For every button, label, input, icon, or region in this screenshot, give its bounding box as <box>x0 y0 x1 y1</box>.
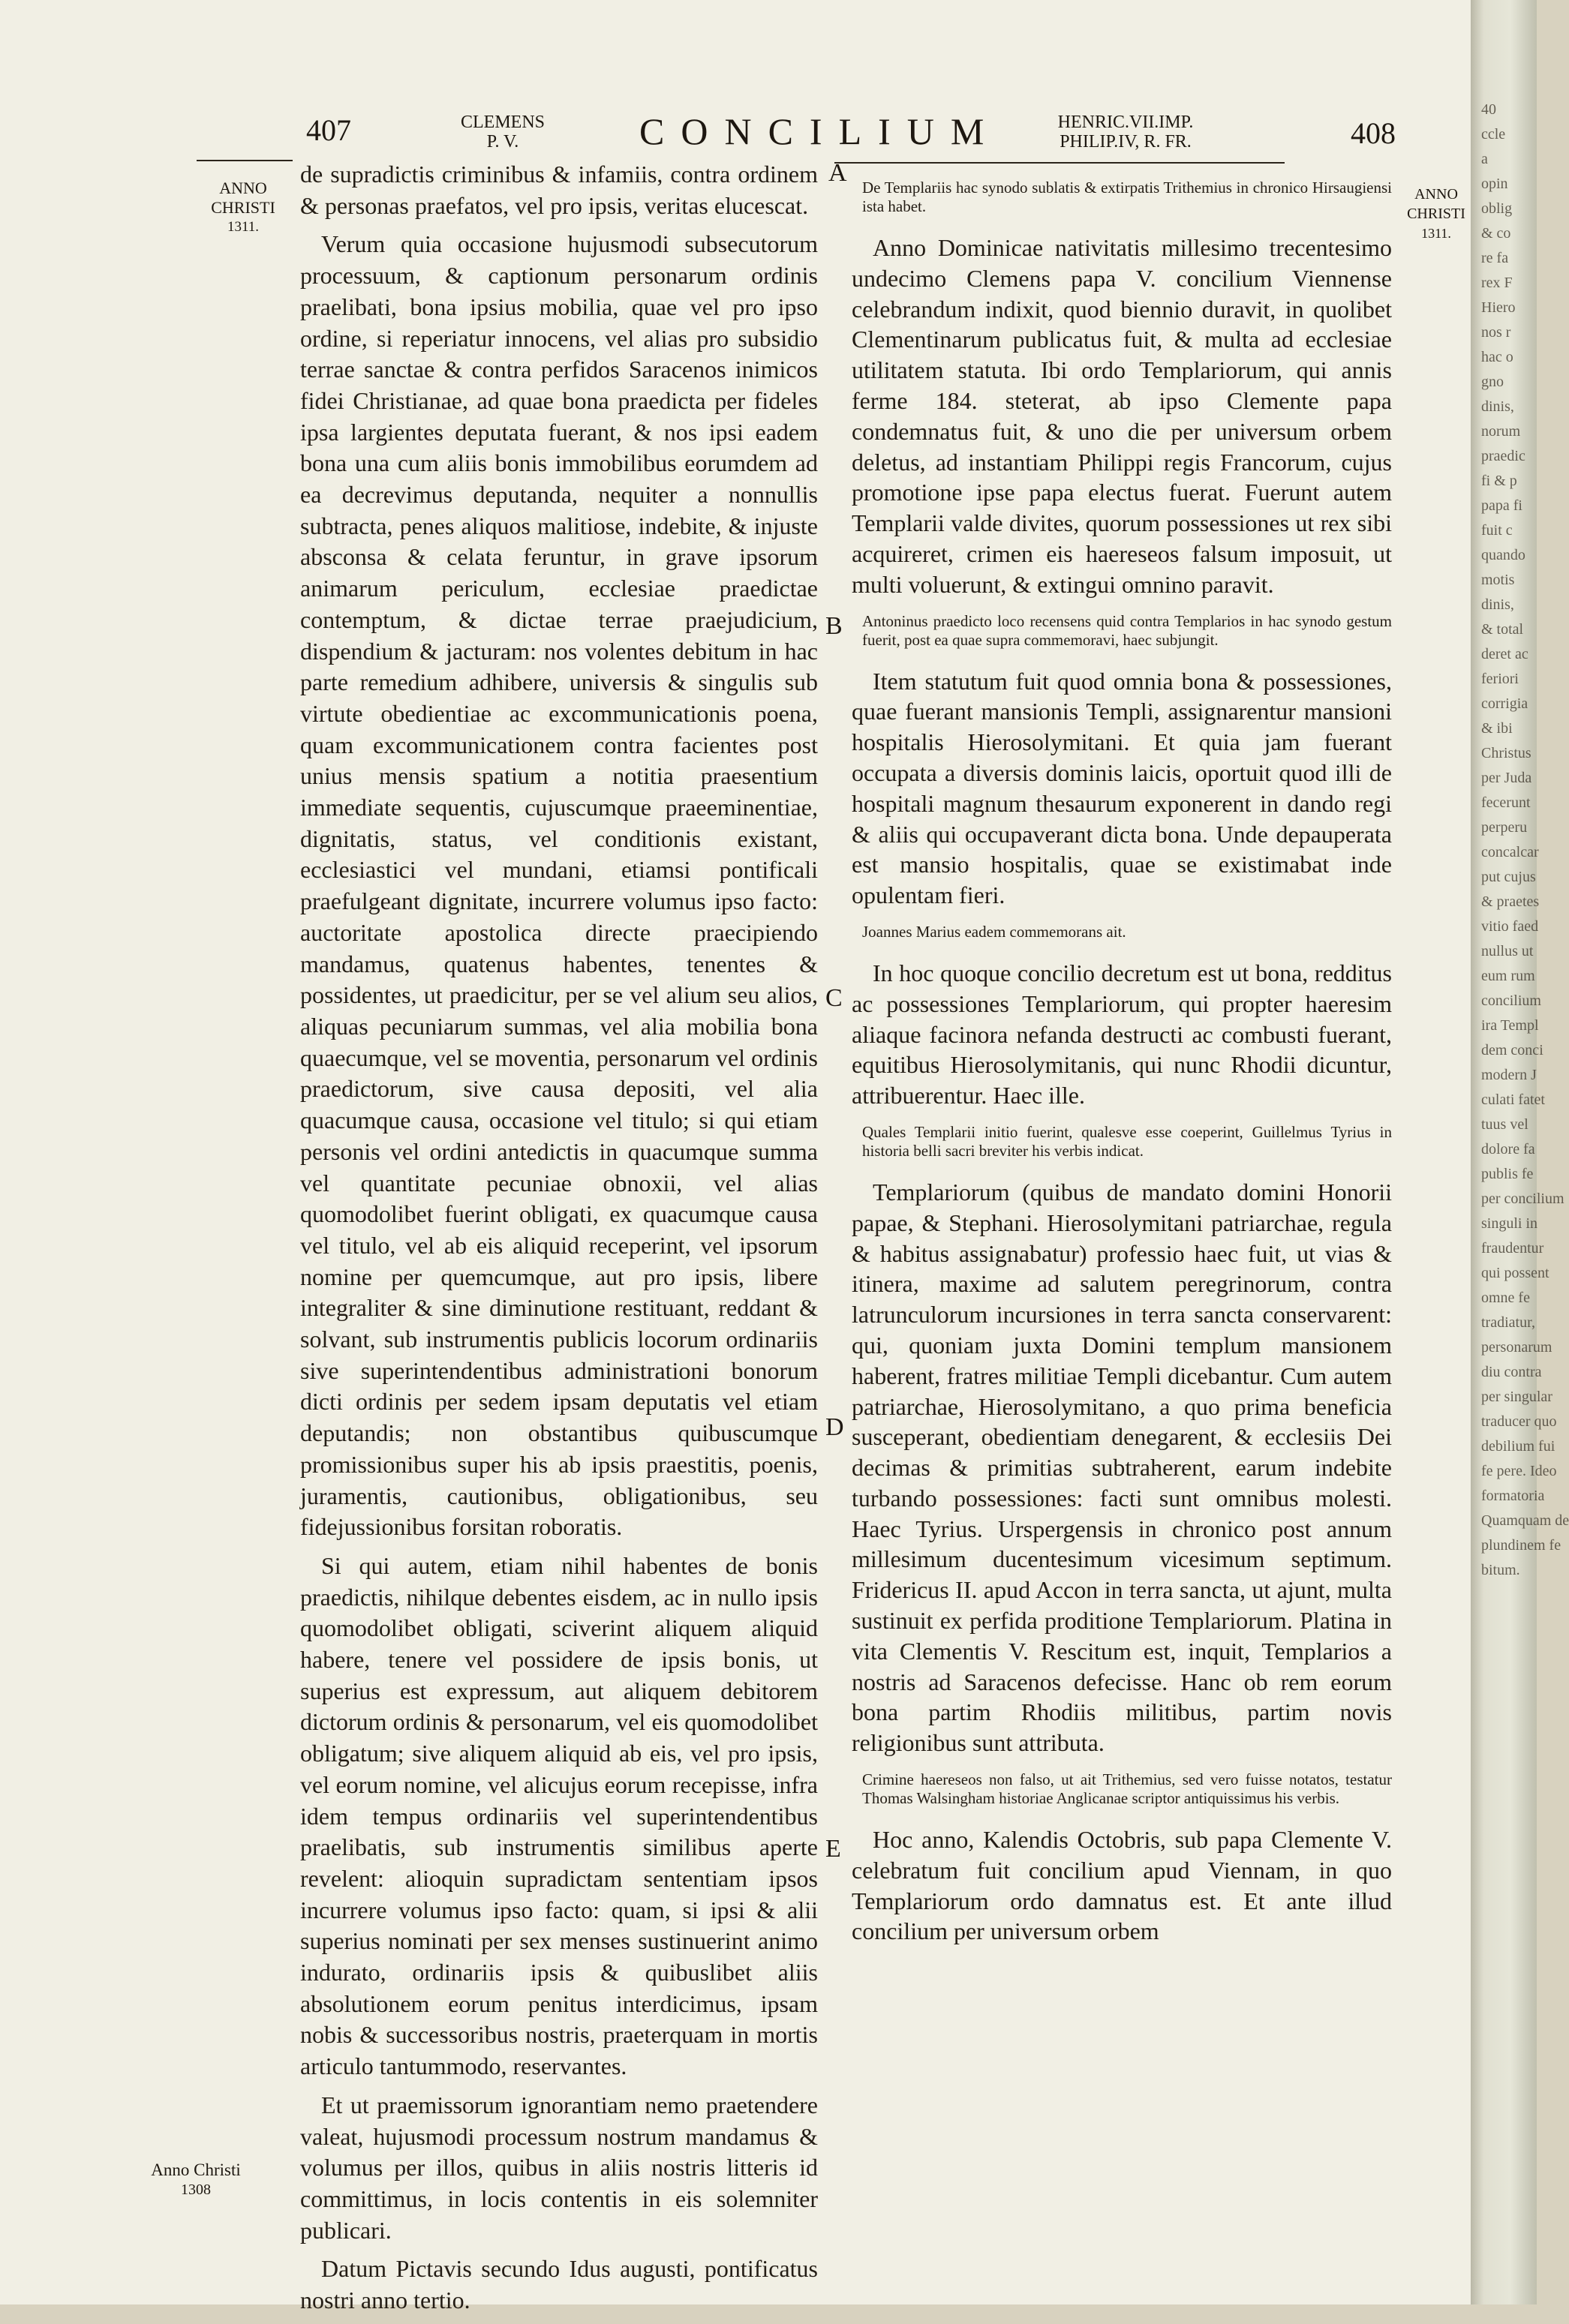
header-left-subtitle <box>450 113 555 152</box>
adjacent-page-fragment: fecerunt <box>1481 794 1531 811</box>
adjacent-page-fragment: publis fe <box>1481 1166 1534 1182</box>
adjacent-page-fragment: qui possent <box>1481 1265 1549 1281</box>
adjacent-page-fragment: plundinem fe <box>1481 1537 1561 1554</box>
margin-note-line: ANNO <box>219 179 267 197</box>
adjacent-page-fragment: 40 <box>1481 101 1496 118</box>
adjacent-page-fragment: debilium fui <box>1481 1438 1555 1455</box>
adjacent-page-fragment: singuli in <box>1481 1215 1538 1232</box>
adjacent-page-fragment: concalcar <box>1481 844 1539 860</box>
adjacent-page-fragment: & total <box>1481 621 1524 638</box>
adjacent-page-fragment: deret ac <box>1481 646 1528 662</box>
adjacent-page-fragment: traducer quo <box>1481 1413 1557 1430</box>
right-paragraph-1: Anno Dominicae nativitatis millesimo trecentesimo undecimo Clemens papa V. concilium Viennense celebrandum indixit, quod biennio duravit, in quolibet Clementinarum publicatus fuit, & multa ad ecclesiae utilitatem statuta. Ibi ordo Templariorum, qui annis ferme 184. steterat, ab ipso Clemente papa condemnatus fuit, & uno die per universum orbem deletus, ad instantiam Philippi regis Francorum, cujus promotione ipse papa electus fuerat. Fuerunt autem Templarii valde divites, quorum possessiones ut rex sibi acquireret, crimen eis haereseos falsum imposuit, ut multi voluerunt, & extingui omnino paravit. <box>852 234 1392 598</box>
adjacent-page-fragment: norum <box>1481 423 1521 440</box>
header-rule-right <box>834 162 1285 164</box>
adjacent-page-fragment: dolore fa <box>1481 1141 1535 1157</box>
adjacent-page-fragment: feriori <box>1481 671 1519 687</box>
header-right-sub-bottom: PHILIP.IV, R. FR. <box>1060 132 1192 152</box>
right-note-5: Crimine haereseos non falso, ut ait Trithemius, sed vero fuisse notatos, testatur Thomas Walsingham historiae Anglicanae scriptor antiquissimus his verbis. <box>862 1770 1392 1808</box>
adjacent-page-fragment: bitum. <box>1481 1562 1520 1578</box>
margin-note-anno-left <box>194 179 293 237</box>
adjacent-page-fragment: opin <box>1481 176 1508 192</box>
adjacent-page-fragment: & ibi <box>1481 720 1513 737</box>
adjacent-page-fragment: omne fe <box>1481 1290 1530 1306</box>
adjacent-page-fragment: papa fi <box>1481 497 1522 514</box>
page-number-left: 407 <box>306 113 351 147</box>
adjacent-page-fragment: & praetes <box>1481 893 1540 910</box>
margin-note-line: ANNO <box>1414 186 1458 203</box>
adjacent-page-fragment: fraudentur <box>1481 1240 1544 1257</box>
adjacent-page-fragment: fe pere. Ideo <box>1481 1463 1557 1479</box>
right-paragraph-5: Hoc anno, Kalendis Octobris, sub papa Clemente V. celebratum fuit concilium apud Viennam, in quo Templariorum ordo damnatus est. Et ante illud concilium per universum orbem <box>852 1826 1392 1945</box>
margin-note-anno-bottom <box>132 2160 260 2199</box>
adjacent-page-fragment: re fa <box>1481 250 1509 266</box>
adjacent-page-fragment: eum rum <box>1481 968 1535 984</box>
margin-note-line: CHRISTI <box>211 198 275 217</box>
adjacent-page-edge <box>1471 0 1569 2304</box>
right-note-3: Joannes Marius eadem commemorans ait. <box>862 922 1126 941</box>
header-rule-left <box>197 160 293 161</box>
margin-note-anno-right <box>1402 185 1471 243</box>
section-marker-c: C <box>825 984 843 1012</box>
adjacent-page-fragment: formatoria <box>1481 1488 1545 1504</box>
left-column <box>300 159 818 2324</box>
adjacent-page-fragment: nos r <box>1481 324 1511 341</box>
margin-note-line: Anno Christi <box>151 2160 241 2179</box>
header-right-subtitle <box>1035 113 1216 152</box>
adjacent-page-fragment: rex F <box>1481 275 1513 291</box>
section-marker-b: B <box>825 612 843 640</box>
left-paragraph-3: Si qui autem, etiam nihil habentes de bonis praedictis, nihilque debentes eisdem, ac in nullo ipsis quomodolibet obligati, sciverint aliquem aliquid habere, tenere vel possidere de ipsis bonis, ut superius est expressum, aut aliquem debitorem dictorum ordinis & personarum, vel eis quomodolibet obligatum; sive aliquem aliquid ab eis, vel pro ipsis, vel eorum nomine, vel alicujus eorum recepisse, infra idem tempus ordinariis vel superintendentibus praelibatis, sub instrumentis similibus aperte revelent: alioquin supradictam sententiam ipsos incurrere volumus ipso facto: quam, si ipsi & alii superius nominati per sex menses sustinuerint animo indurato, ordinariis ipsis & quibuslibet aliis absolutionem eorum penitus interdicimus, ipsam nobis & successoribus nostris, praeterquam in mortis articulo tantummodo, reservantes. <box>300 1551 818 2080</box>
left-paragraph-1: de supradictis criminibus & infamiis, contra ordinem & personas praefatos, vel pro ipsis, veritas elucescat. <box>300 161 818 219</box>
right-note-2: Antoninus praedicto loco recensens quid contra Templarios in hac synodo gestum fuerit, post ea quae supra commemoravi, haec subjungit. <box>862 611 1392 649</box>
section-marker-d: D <box>825 1413 844 1441</box>
left-paragraph-4: Et ut praemissorum ignorantiam nemo praetendere valeat, hujusmodi processum nostrum mandamus & volumus per illos, quibus in aliis nostris litteris id committimus, in locis contentis in eis solemniter publicari. <box>300 2091 818 2244</box>
adjacent-page-fragment: personarum <box>1481 1339 1552 1356</box>
margin-note-line: CHRISTI <box>1407 206 1465 222</box>
adjacent-page-fragment: per concilium <box>1481 1191 1564 1207</box>
adjacent-page-fragment: tuus vel <box>1481 1116 1528 1133</box>
adjacent-page-fragment: put cujus <box>1481 869 1536 885</box>
adjacent-page-fragment: dinis, <box>1481 596 1514 613</box>
adjacent-page-fragment: praedic <box>1481 448 1525 464</box>
adjacent-page-fragment: nullus ut <box>1481 943 1534 959</box>
right-column <box>852 179 1392 1956</box>
right-note-4: Quales Templarii initio fuerint, qualesve esse coeperint, Guillelmus Tyrius in historia belli sacri breviter his verbis indicat. <box>862 1122 1392 1160</box>
adjacent-page-fragment: per Juda <box>1481 770 1532 786</box>
adjacent-page-fragment: & co <box>1481 225 1511 242</box>
adjacent-page-fragment: vitio faed <box>1481 918 1539 935</box>
adjacent-page-fragment: dem conci <box>1481 1042 1543 1058</box>
adjacent-page-fragment: Christus <box>1481 745 1531 761</box>
adjacent-page-fragment: fuit c <box>1481 522 1513 539</box>
margin-note-line: 1308 <box>181 2181 211 2198</box>
section-marker-a: A <box>828 159 847 187</box>
adjacent-page-fragment: diu contra <box>1481 1364 1542 1380</box>
section-marker-e: E <box>825 1835 841 1863</box>
header-right-sub-top: HENRIC.VII.IMP. <box>1057 113 1194 132</box>
header-left-sub-top: CLEMENS <box>460 113 545 132</box>
margin-note-line: 1311. <box>1421 226 1451 241</box>
adjacent-page-fragment: Quamquam de <box>1481 1512 1569 1529</box>
adjacent-page-fragment: corrigia <box>1481 695 1528 712</box>
right-paragraph-4: Templariorum (quibus de mandato domini Honorii papae, & Stephani. Hierosolymitani patriarchae, regula & habitus assignabatur) professio haec fuit, ut vias & itinera, maxime ad salutem peregrinorum, contra latrunculorum incursiones in terra sancta conservarent: qui, quoniam juxta Domini templum mansionem haberent, fratres militiae Templi dicebantur. Cum autem patriarchae, Hierosolymitano, a quo prima beneficia susceperant, obedientiam denegarent, & ecclesiis Dei decimas & primitias subtraherent, earum indebite turbando possessiones: facti sunt omnibus molesti. Haec Tyrius. Urspergensis in chronico post annum millesimum ducentesimum vicesimum septimum. Fridericus II. apud Accon in terra sancta, ut ajunt, multa sustinuit ex perfida proditione Templariorum. Platina in vita Clementis V. Rescitum est, inquit, Templarios a nostris ad Saracenos defecisse. Hanc ob rem eorum bona partim Rhodiis militibus, partim novis religionibus sunt attributa. <box>852 1178 1392 1757</box>
page-title: CONCILIUM <box>639 110 1001 152</box>
adjacent-page-text <box>1481 98 1569 1583</box>
adjacent-page-fragment: dinis, <box>1481 398 1514 415</box>
adjacent-page-fragment: ira Templ <box>1481 1017 1539 1034</box>
adjacent-page-fragment: motis <box>1481 572 1515 588</box>
adjacent-page-fragment: concilium <box>1481 992 1541 1009</box>
adjacent-page-fragment: Hiero <box>1481 299 1516 316</box>
adjacent-page-fragment: oblig <box>1481 200 1513 217</box>
adjacent-page-fragment: gno <box>1481 374 1504 390</box>
adjacent-page-fragment: quando <box>1481 547 1525 563</box>
left-paragraph-5: Datum Pictavis secundo Idus augusti, pontificatus nostri anno tertio. <box>300 2255 818 2314</box>
adjacent-page-fragment: a <box>1481 151 1488 167</box>
adjacent-page-fragment: fi & p <box>1481 473 1517 489</box>
adjacent-page-fragment: per singular <box>1481 1389 1552 1405</box>
right-note-1: De Templariis hac synodo sublatis & extirpatis Trithemius in chronico Hirsaugiensi ista habet. <box>862 179 1392 215</box>
adjacent-page-fragment: modern J <box>1481 1067 1537 1083</box>
page-number-right: 408 <box>1351 116 1396 150</box>
left-paragraph-2: Verum quia occasione hujusmodi subsecutorum processuum, & captionum personarum ordinis praelibati, bona ipsius mobilia, quae vel pro ipso ordine, si reperiatur innocens, vel alias pro subsidio terrae sanctae & contra perfidos Saracenos inimicos fidei Christianae, ad quae bona praedicta per fideles ipsa largientes deputata fuerant, & nos ipsi eadem bona una cum aliis bonis immobilibus eorumdem ad ea decrevimus deputanda, nequiter a nonnullis subtracta, penes aliquos malitiose, indebite, & injuste absconsa & celata feruntur, in grave ipsorum animarum periculum, ecclesiae praedictae contemptum, & dictae terrae praejudicium, dispendium & jacturam: nos volentes debitum in hac parte remedium adhibere, universis & singulis sub virtute obedientiae ac excommunicationis poena, quam excommunicationem contra facientes post unius mensis spatium a notitia praesentium immediate sequentis, cujuscumque praeeminentiae, dignitatis, status, vel conditionis existant, ecclesiastici vel mundani, etiamsi pontificali praefulgeant dignitate, incurrere volumus ipso facto: auctoritate apostolica directe praecipiendo mandamus, quatenus habentes, tenentes & possidentes, ut praedicitur, per se vel alium seu alios, aliquas pecuniarum summas, vel alia mobilia bona quaecumque, vel se moventia, personarum vel ordinis praedictorum, sive causa depositi, vel alia quacumque causa, occasione vel titulo; si qui etiam personis vel ordini antedictis in quacumque summa vel quantitate pecuniae obnoxii, vel alias quomodolibet fuerint obligati, ex quacumque causa vel titulo, vel ab eis aliquid receperint, vel ipsorum nomine per quemcumque, aut pro ipsis, libere integraliter & sine diminutione restituant, reddant & solvant, sub instrumentis publicis locorum ordinariis sive superintendentibus administrationi bonorum dicti ordinis per sedem ipsam deputatis vel etiam deputandis; non obstantibus quibuscumque promissionibus super his ab ipsis praestitis, poenis, juramentis, cautionibus, obligationibus, seu fidejussionibus forsitan roboratis. <box>300 230 818 1541</box>
adjacent-page-fragment: tradiatur, <box>1481 1314 1535 1331</box>
header-left-sub-bottom: P. V. <box>486 132 519 152</box>
right-paragraph-2: Item statutum fuit quod omnia bona & possessiones, quae fuerant mansionis Templi, assignarentur mansioni hospitalis Hierosolymitani. Et quia jam fuerant occupata a diversis dominis laicis, oportuit quod illi de hospitali magnum thesaurum exponerent in dando regi & aliis qui occupaverant dicta bona. Unde depauperata est mansio hospitalis, quae se existimabat inde opulentam fieri. <box>852 667 1392 909</box>
right-paragraph-3: In hoc quoque concilio decretum est ut bona, redditus ac possessiones Templariorum, qui propter haeresim aliaque facinora nefanda destructi ac combusti fuerant, equitibus Hierosolymitanis, qui nunc Rhodii dicuntur, attribuerentur. Haec ille. <box>852 959 1392 1109</box>
adjacent-page-fragment: culati fatet <box>1481 1091 1545 1108</box>
margin-note-line: 1311. <box>227 219 260 235</box>
adjacent-page-fragment: hac o <box>1481 349 1513 365</box>
adjacent-page-fragment: ccle <box>1481 126 1506 143</box>
adjacent-page-fragment: perperu <box>1481 819 1528 836</box>
